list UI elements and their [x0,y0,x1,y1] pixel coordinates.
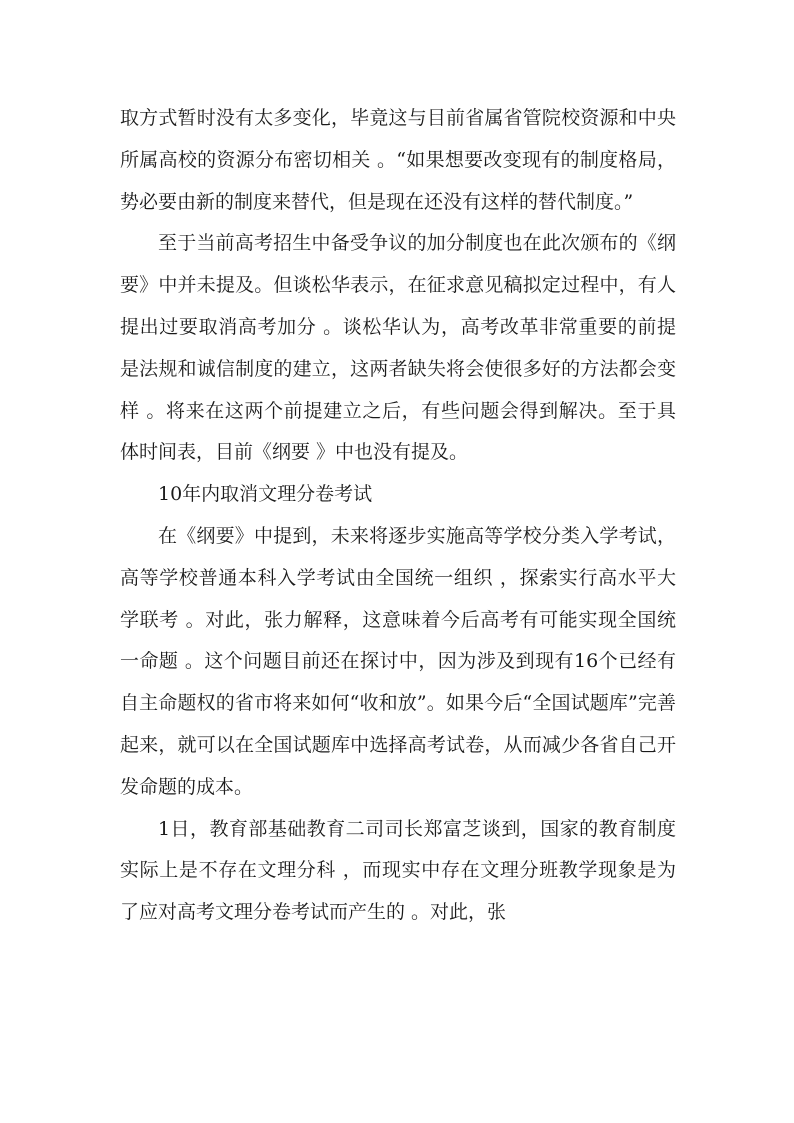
paragraph-arts-science: 1日，教育部基础教育二司司长郑富芝谈到，国家的教育制度实际上是不存在文理分科 ，而现实中存在文理分班教学现象是为了应对高考文理分卷考试而产生的 。对此，张 [120,817,676,924]
section-heading: 10年内取消文理分卷考试 [158,483,373,506]
paragraph-continued: 取方式暂时没有太多变化，毕竟这与目前省属省管院校资源和中央所属高校的资源分布密切相关 。“如果想要改变现有的制度格局，势必要由新的制度来替代，但是现在还没有这样的替代制度。” [120,107,676,213]
paragraph-unified-exam: 在《纲要》中提到，未来将逐步实施高等学校分类入学考试，高等学校普通本科入学考试由全国统一组织 ，探索实行高水平大学联考 。对此，张力解释，这意味着今后高考有可能实现全国统一命题 。这个问题目前还在探讨中，因为涉及到现有16个已经有自主命题权的省市将来如何“收和放”。如果今后“全国试题库”完善起来，就可以在全国试题库中选择高考试卷，从而减少各省自己开发命题的成本。 [120,524,676,798]
document-body [120,98,676,934]
paragraph-bonus-points: 至于当前高考招生中备受争议的加分制度也在此次颁布的《纲要》中并未提及。但谈松华表示，在征求意见稿拟定过程中，有人提出过要取消高考加分 。谈松华认为，高考改革非常重要的前提是法规和诚信制度的建立，这两者缺失将会使很多好的方法都会变样 。将来在这两个前提建立之后，有些问题会得到解决。至于具体时间表，目前《纲要 》中也没有提及。 [120,232,676,464]
